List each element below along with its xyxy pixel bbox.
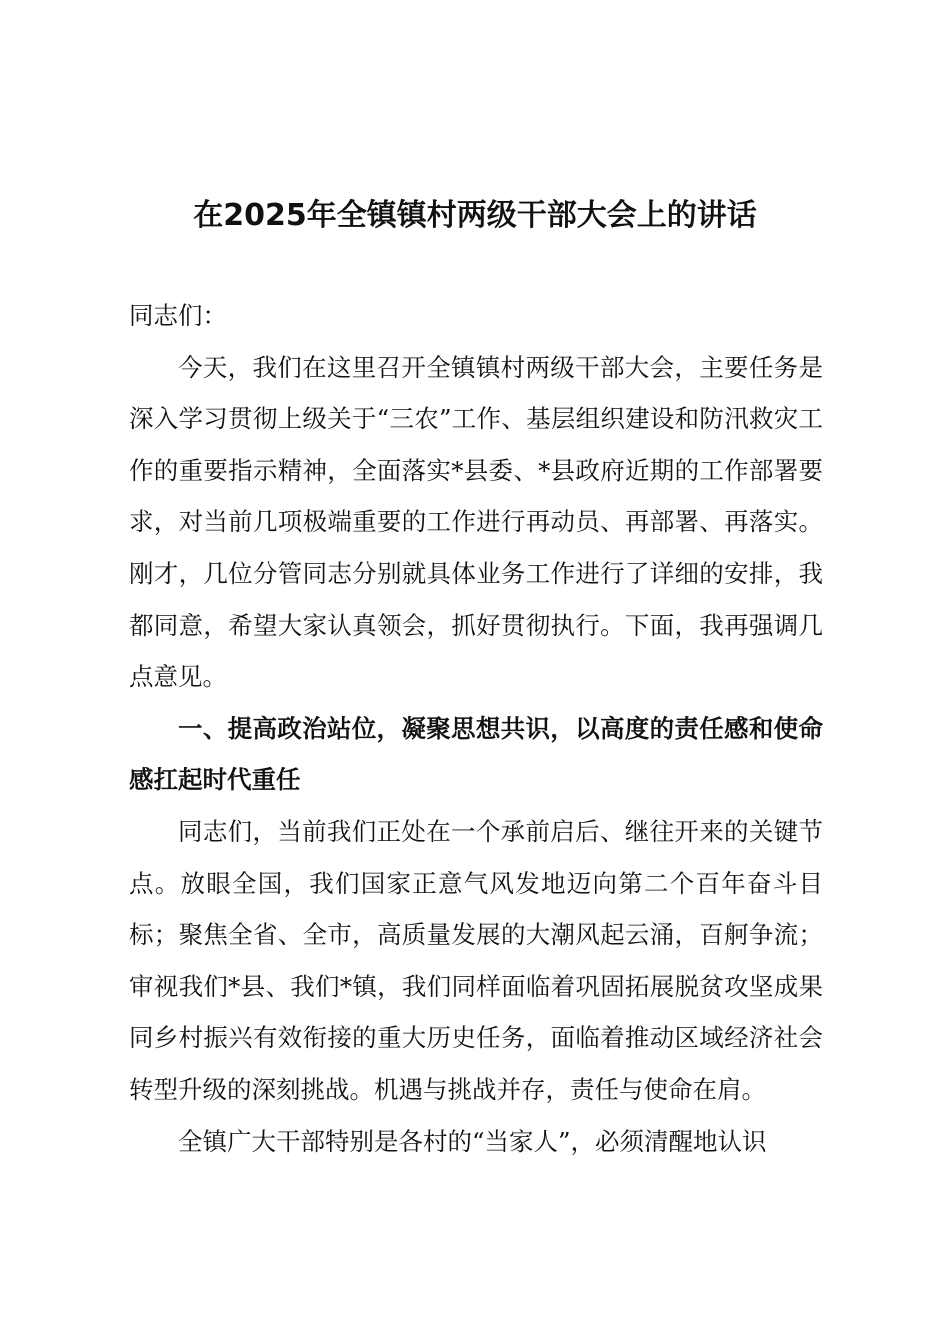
section-paragraph: 全镇广大干部特别是各村的“当家人”，必须清醒地认识 [178,1126,767,1156]
opening-paragraph: 今天，我们在这里召开全镇镇村两级干部大会，主要任务是深入学习贯彻上级关于“三农”工作、基层组织建设和防汛救灾工作的重要指示精神，全面落实*县委、*县政府近期的工作部署要求，对当前几项极端重要的工作进行再动员、再部署、再落实。刚才，几位分管同志分别就具体业务工作进行了详细的安排，我都同意，希望大家认真领会，抓好贯彻执行。下面，我再强调几点意见。 [129,352,823,692]
salutation: 同志们： [129,301,227,330]
document-body [129,290,823,1167]
section-heading: 一、提高政治站位，凝聚思想共识，以高度的责任感和使命感扛起时代重任 [129,713,823,795]
document-title: 在2025年全镇镇村两级干部大会上的讲话 [193,198,757,233]
section-paragraph: 同志们，当前我们正处在一个承前启后、继往开来的关键节点。放眼全国，我们国家正意气风发地迈向第二个百年奋斗目标；聚焦全省、全市，高质量发展的大潮风起云涌，百舸争流；审视我们*县、我们*镇，我们同样面临着巩固拓展脱贫攻坚成果同乡村振兴有效衔接的重大历史任务，面临着推动区域经济社会转型升级的深刻挑战。机遇与挑战并存，责任与使命在肩。 [129,816,823,1104]
